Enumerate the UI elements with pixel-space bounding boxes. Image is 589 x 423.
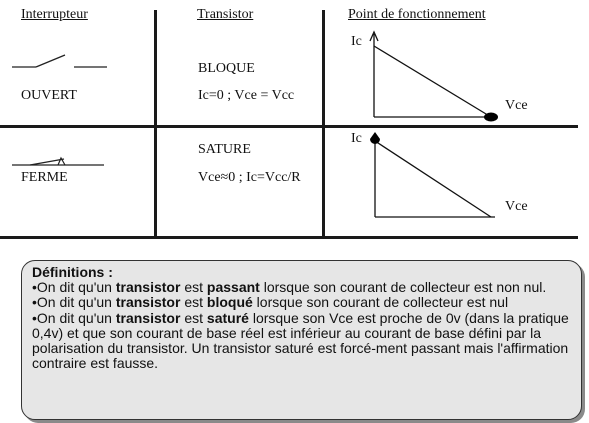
definition-bloque: •On dit qu'un transistor est bloqué lorsque son courant de collecteur est nul xyxy=(32,294,509,311)
header-transistor: Transistor xyxy=(197,7,254,22)
closed-switch-symbol xyxy=(12,154,112,170)
ic-axis-label-1: Ic xyxy=(351,34,362,49)
condition-blocked: Ic=0 ; Vce = Vcc xyxy=(198,88,295,103)
transistor-state-saturated: SATURE xyxy=(198,142,251,157)
operating-point-marker xyxy=(484,113,498,122)
vce-axis-label-1: Vce xyxy=(505,98,528,113)
definitions-title: Définitions : xyxy=(32,264,113,280)
table-bottom-border xyxy=(0,236,578,239)
vce-axis-label-2: Vce xyxy=(505,199,528,214)
switch-state-closed: FERME xyxy=(21,170,68,185)
header-interrupteur: Interrupteur xyxy=(21,7,88,22)
operating-point-graph-blocked xyxy=(365,28,525,128)
operating-point-marker xyxy=(370,132,380,144)
ic-axis-label-2: Ic xyxy=(351,131,362,146)
transistor-state-blocked: BLOQUE xyxy=(198,61,255,76)
definition-passant: •On dit qu'un transistor est passant lorsque son courant de collecteur est non nul. xyxy=(32,279,547,296)
header-point: Point de fonctionnement xyxy=(348,7,486,22)
switch-state-open: OUVERT xyxy=(21,88,77,103)
operating-point-graph-saturated xyxy=(365,130,525,220)
definitions-box xyxy=(21,260,582,420)
open-switch-symbol xyxy=(12,52,112,72)
condition-saturated: Vce≈0 ; Ic=Vcc/R xyxy=(198,170,301,185)
definition-sature: •On dit qu'un transistor est saturé lorsque son Vce est proche de 0v (dans la pratique 0,4v) et que son courant de base réel est inférieur au courant de base défini par la polarisation du transistor. Un transistor saturé est forcé-ment passant mais l'affirmation contraire est fausse. xyxy=(32,309,569,372)
